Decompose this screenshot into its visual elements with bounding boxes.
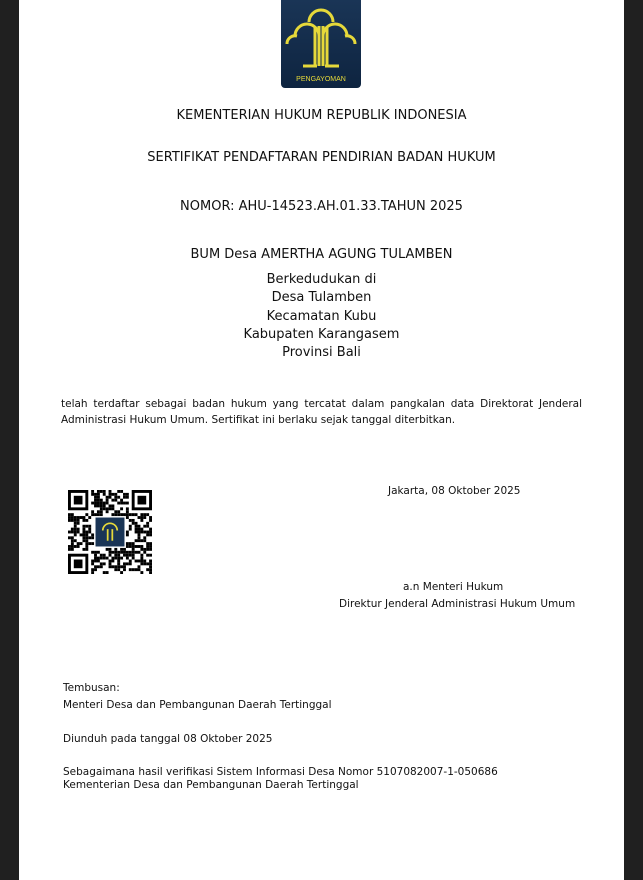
verification-ministry: Kementerian Desa dan Pembangunan Daerah Tertinggal [63, 779, 359, 791]
certificate-title: SERTIFIKAT PENDAFTARAN PENDIRIAN BADAN HUKUM [147, 150, 496, 165]
signatory-position: Direktur Jenderal Administrasi Hukum Umum [339, 598, 576, 610]
certificate-number: NOMOR: AHU-14523.AH.01.33.TAHUN 2025 [180, 199, 463, 214]
download-date: Diunduh pada tanggal 08 Oktober 2025 [63, 733, 273, 745]
banyan-tree-icon [281, 0, 361, 72]
place-date: Jakarta, 08 Oktober 2025 [388, 485, 521, 497]
certificate-page [19, 0, 624, 880]
domicile-line: Berkedudukan di [266, 272, 377, 287]
verification-text: Sebagaimana hasil verifikasi Sistem Informasi Desa Nomor 5107082007-1-050686 [63, 766, 498, 778]
domicile-line: Kecamatan Kubu [266, 309, 377, 324]
qr-code [68, 490, 152, 574]
on-behalf: a.n Menteri Hukum [403, 581, 504, 593]
domicile-line: Kabupaten Karangasem [243, 327, 400, 342]
tembusan-label: Tembusan: [63, 682, 120, 694]
entity-name: BUM Desa AMERTHA AGUNG TULAMBEN [190, 247, 453, 262]
domicile-line: Provinsi Bali [282, 345, 361, 360]
domicile-line: Desa Tulamben [271, 290, 372, 305]
pengayoman-logo: PENGAYOMAN [281, 0, 361, 88]
ministry-name: KEMENTERIAN HUKUM REPUBLIK INDONESIA [176, 108, 467, 123]
tembusan-recipient: Menteri Desa dan Pembangunan Daerah Tertinggal [63, 699, 332, 711]
registration-statement: telah terdaftar sebagai badan hukum yang tercatat dalam pangkalan data Direktorat Jenderal Administrasi Hukum Umum. Sertifikat ini berlaku sejak tanggal diterbitkan. [61, 398, 582, 426]
